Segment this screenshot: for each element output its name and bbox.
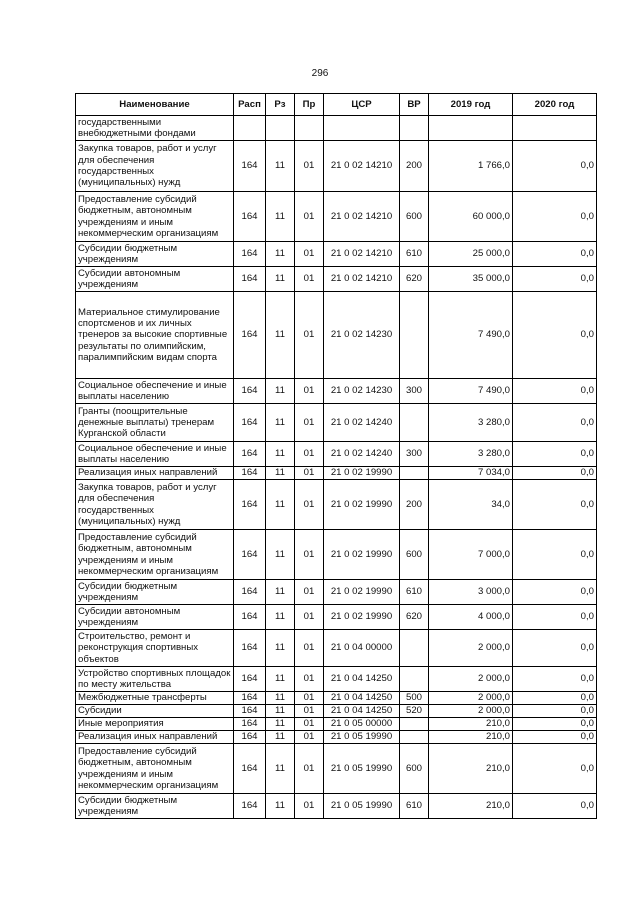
cell-rz: 11 — [266, 530, 295, 580]
cell-2020: 0,0 — [513, 192, 597, 242]
cell-csr: 21 0 02 14210 — [324, 242, 400, 267]
cell-name: Субсидии — [76, 705, 234, 718]
cell-2020: 0,0 — [513, 705, 597, 718]
cell-csr: 21 0 04 14250 — [324, 692, 400, 705]
cell-rasp: 164 — [234, 718, 266, 731]
cell-2020: 0,0 — [513, 467, 597, 480]
cell-rasp: 164 — [234, 605, 266, 630]
cell-rasp: 164 — [234, 667, 266, 692]
cell-pr: 01 — [295, 467, 324, 480]
cell-pr: 01 — [295, 692, 324, 705]
cell-rasp: 164 — [234, 692, 266, 705]
cell-rasp: 164 — [234, 530, 266, 580]
cell-pr: 01 — [295, 141, 324, 192]
cell-rz: 11 — [266, 141, 295, 192]
table-row — [76, 605, 597, 630]
cell-rz: 11 — [266, 292, 295, 379]
cell-pr: 01 — [295, 667, 324, 692]
cell-vr: 300 — [400, 442, 429, 467]
cell-vr — [400, 404, 429, 442]
cell-2020: 0,0 — [513, 242, 597, 267]
cell-rasp: 164 — [234, 630, 266, 667]
cell-csr: 21 0 05 19990 — [324, 731, 400, 744]
cell-pr: 01 — [295, 731, 324, 744]
budget-table — [75, 93, 597, 819]
cell-pr: 01 — [295, 794, 324, 819]
header-name: Наименование — [76, 94, 234, 116]
cell-csr: 21 0 05 19990 — [324, 794, 400, 819]
cell-2019: 7 490,0 — [429, 379, 513, 404]
cell-name: Реализация иных направлений — [76, 467, 234, 480]
cell-2019: 2 000,0 — [429, 692, 513, 705]
cell-2020: 0,0 — [513, 404, 597, 442]
cell-name: Субсидии автономным учреждениям — [76, 605, 234, 630]
cell-rz: 11 — [266, 705, 295, 718]
cell-rz: 11 — [266, 794, 295, 819]
cell-vr — [400, 667, 429, 692]
cell-rasp: 164 — [234, 744, 266, 794]
cell-vr: 620 — [400, 267, 429, 292]
table-row — [76, 467, 597, 480]
cell-name: Предоставление субсидий бюджетным, автономным учреждениям и иным некоммерческим организациям — [76, 530, 234, 580]
cell-vr: 620 — [400, 605, 429, 630]
cell-vr: 600 — [400, 744, 429, 794]
cell-name: Строительство, ремонт и реконструкция спортивных объектов — [76, 630, 234, 667]
cell-rasp: 164 — [234, 242, 266, 267]
cell-2020: 0,0 — [513, 442, 597, 467]
table-row — [76, 794, 597, 819]
cell-2019 — [429, 116, 513, 141]
cell-rasp: 164 — [234, 731, 266, 744]
cell-2020: 0,0 — [513, 605, 597, 630]
cell-2020: 0,0 — [513, 794, 597, 819]
cell-pr: 01 — [295, 442, 324, 467]
cell-vr — [400, 292, 429, 379]
cell-rasp: 164 — [234, 292, 266, 379]
cell-pr: 01 — [295, 630, 324, 667]
cell-2020: 0,0 — [513, 692, 597, 705]
cell-rasp: 164 — [234, 192, 266, 242]
table-row — [76, 192, 597, 242]
table-row — [76, 530, 597, 580]
cell-vr — [400, 630, 429, 667]
cell-csr: 21 0 04 14250 — [324, 705, 400, 718]
cell-pr: 01 — [295, 744, 324, 794]
cell-csr: 21 0 02 19990 — [324, 605, 400, 630]
cell-rz: 11 — [266, 580, 295, 605]
cell-name: Субсидии бюджетным учреждениям — [76, 794, 234, 819]
cell-csr: 21 0 02 14210 — [324, 192, 400, 242]
table-row — [76, 718, 597, 731]
cell-rasp: 164 — [234, 379, 266, 404]
cell-name: Устройство спортивных площадок по месту жительства — [76, 667, 234, 692]
cell-pr: 01 — [295, 580, 324, 605]
cell-rasp: 164 — [234, 705, 266, 718]
cell-rasp — [234, 116, 266, 141]
cell-csr: 21 0 02 14240 — [324, 442, 400, 467]
cell-name: Реализация иных направлений — [76, 731, 234, 744]
cell-csr: 21 0 04 00000 — [324, 630, 400, 667]
table-row — [76, 116, 597, 141]
cell-rasp: 164 — [234, 141, 266, 192]
cell-pr: 01 — [295, 705, 324, 718]
cell-vr — [400, 718, 429, 731]
table-row — [76, 379, 597, 404]
cell-rz — [266, 116, 295, 141]
cell-2019: 2 000,0 — [429, 705, 513, 718]
cell-2020: 0,0 — [513, 667, 597, 692]
cell-vr — [400, 731, 429, 744]
cell-csr: 21 0 02 19990 — [324, 530, 400, 580]
cell-name: Предоставление субсидий бюджетным, автономным учреждениям и иным некоммерческим организациям — [76, 744, 234, 794]
cell-pr: 01 — [295, 404, 324, 442]
cell-csr: 21 0 05 19990 — [324, 744, 400, 794]
page-number: 296 — [311, 68, 329, 79]
header-2020: 2020 год — [513, 94, 597, 116]
cell-2019: 2 000,0 — [429, 667, 513, 692]
header-rasp: Расп — [234, 94, 266, 116]
cell-name: Иные мероприятия — [76, 718, 234, 731]
table-row — [76, 667, 597, 692]
table-row — [76, 705, 597, 718]
cell-vr — [400, 116, 429, 141]
header-2019: 2019 год — [429, 94, 513, 116]
table-row — [76, 141, 597, 192]
cell-csr: 21 0 02 14230 — [324, 292, 400, 379]
cell-rasp: 164 — [234, 480, 266, 530]
cell-vr: 600 — [400, 530, 429, 580]
cell-2019: 210,0 — [429, 794, 513, 819]
cell-2019: 60 000,0 — [429, 192, 513, 242]
cell-2019: 210,0 — [429, 744, 513, 794]
cell-rz: 11 — [266, 667, 295, 692]
cell-vr: 610 — [400, 242, 429, 267]
cell-name: Предоставление субсидий бюджетным, автономным учреждениям и иным некоммерческим организациям — [76, 192, 234, 242]
cell-2019: 2 000,0 — [429, 630, 513, 667]
table-row — [76, 292, 597, 379]
cell-name: Социальное обеспечение и иные выплаты населению — [76, 379, 234, 404]
cell-rz: 11 — [266, 744, 295, 794]
cell-rasp: 164 — [234, 267, 266, 292]
cell-2019: 3 280,0 — [429, 404, 513, 442]
cell-csr: 21 0 02 19990 — [324, 480, 400, 530]
cell-pr: 01 — [295, 480, 324, 530]
table-row — [76, 480, 597, 530]
cell-2019: 25 000,0 — [429, 242, 513, 267]
cell-rz: 11 — [266, 692, 295, 705]
cell-2019: 7 000,0 — [429, 530, 513, 580]
cell-csr: 21 0 02 14240 — [324, 404, 400, 442]
cell-2019: 3 280,0 — [429, 442, 513, 467]
cell-pr: 01 — [295, 267, 324, 292]
header-rz: Рз — [266, 94, 295, 116]
table-row — [76, 404, 597, 442]
cell-rasp: 164 — [234, 794, 266, 819]
cell-rz: 11 — [266, 242, 295, 267]
cell-2020: 0,0 — [513, 718, 597, 731]
cell-csr: 21 0 02 14210 — [324, 267, 400, 292]
cell-csr: 21 0 05 00000 — [324, 718, 400, 731]
cell-vr: 520 — [400, 705, 429, 718]
cell-vr: 300 — [400, 379, 429, 404]
cell-pr: 01 — [295, 530, 324, 580]
cell-name: Закупка товаров, работ и услуг для обеспечения государственных (муниципальных) нужд — [76, 480, 234, 530]
cell-2019: 35 000,0 — [429, 267, 513, 292]
cell-csr: 21 0 02 19990 — [324, 467, 400, 480]
cell-rz: 11 — [266, 442, 295, 467]
cell-2020 — [513, 116, 597, 141]
cell-2019: 1 766,0 — [429, 141, 513, 192]
cell-rz: 11 — [266, 605, 295, 630]
cell-2019: 7 034,0 — [429, 467, 513, 480]
cell-2020: 0,0 — [513, 292, 597, 379]
cell-name: Межбюджетные трансферты — [76, 692, 234, 705]
table-header-row — [76, 94, 597, 116]
cell-2020: 0,0 — [513, 480, 597, 530]
cell-name: Закупка товаров, работ и услуг для обеспечения государственных (муниципальных) нужд — [76, 141, 234, 192]
cell-rz: 11 — [266, 467, 295, 480]
cell-2020: 0,0 — [513, 530, 597, 580]
header-vr: ВР — [400, 94, 429, 116]
header-csr: ЦСР — [324, 94, 400, 116]
cell-vr: 500 — [400, 692, 429, 705]
cell-rasp: 164 — [234, 580, 266, 605]
cell-csr: 21 0 02 14210 — [324, 141, 400, 192]
cell-rz: 11 — [266, 192, 295, 242]
cell-2019: 210,0 — [429, 731, 513, 744]
cell-name: Гранты (поощрительные денежные выплаты) тренерам Курганской области — [76, 404, 234, 442]
table-row — [76, 442, 597, 467]
cell-vr: 600 — [400, 192, 429, 242]
table-row — [76, 242, 597, 267]
cell-pr: 01 — [295, 192, 324, 242]
cell-pr: 01 — [295, 379, 324, 404]
cell-rz: 11 — [266, 404, 295, 442]
cell-vr: 200 — [400, 480, 429, 530]
table-row — [76, 692, 597, 705]
table-row — [76, 744, 597, 794]
cell-name: Социальное обеспечение и иные выплаты населению — [76, 442, 234, 467]
cell-2019: 3 000,0 — [429, 580, 513, 605]
cell-name: Субсидии бюджетным учреждениям — [76, 580, 234, 605]
cell-vr: 200 — [400, 141, 429, 192]
cell-rz: 11 — [266, 731, 295, 744]
cell-2020: 0,0 — [513, 744, 597, 794]
cell-name: Субсидии бюджетным учреждениям — [76, 242, 234, 267]
cell-rasp: 164 — [234, 404, 266, 442]
cell-2020: 0,0 — [513, 267, 597, 292]
cell-2020: 0,0 — [513, 379, 597, 404]
cell-rasp: 164 — [234, 467, 266, 480]
cell-name: государственными внебюджетными фондами — [76, 116, 234, 141]
cell-vr: 610 — [400, 794, 429, 819]
cell-pr: 01 — [295, 605, 324, 630]
cell-pr: 01 — [295, 292, 324, 379]
cell-2019: 7 490,0 — [429, 292, 513, 379]
cell-rz: 11 — [266, 480, 295, 530]
cell-rasp: 164 — [234, 442, 266, 467]
cell-pr: 01 — [295, 242, 324, 267]
cell-rz: 11 — [266, 379, 295, 404]
cell-2020: 0,0 — [513, 731, 597, 744]
cell-2019: 4 000,0 — [429, 605, 513, 630]
cell-rz: 11 — [266, 267, 295, 292]
cell-2020: 0,0 — [513, 580, 597, 605]
table-row — [76, 630, 597, 667]
header-pr: Пр — [295, 94, 324, 116]
cell-csr: 21 0 04 14250 — [324, 667, 400, 692]
cell-vr — [400, 467, 429, 480]
cell-csr: 21 0 02 19990 — [324, 580, 400, 605]
cell-vr: 610 — [400, 580, 429, 605]
cell-csr: 21 0 02 14230 — [324, 379, 400, 404]
table-row — [76, 731, 597, 744]
cell-rz: 11 — [266, 718, 295, 731]
cell-rz: 11 — [266, 630, 295, 667]
cell-pr — [295, 116, 324, 141]
cell-name: Материальное стимулирование спортсменов и их личных тренеров за высокие спортивные результаты по олимпийским, паралимпийским видам спорта — [76, 292, 234, 379]
cell-2019: 34,0 — [429, 480, 513, 530]
table-row — [76, 580, 597, 605]
cell-2020: 0,0 — [513, 630, 597, 667]
cell-pr: 01 — [295, 718, 324, 731]
cell-2020: 0,0 — [513, 141, 597, 192]
cell-csr — [324, 116, 400, 141]
cell-2019: 210,0 — [429, 718, 513, 731]
table-row — [76, 267, 597, 292]
cell-name: Субсидии автономным учреждениям — [76, 267, 234, 292]
